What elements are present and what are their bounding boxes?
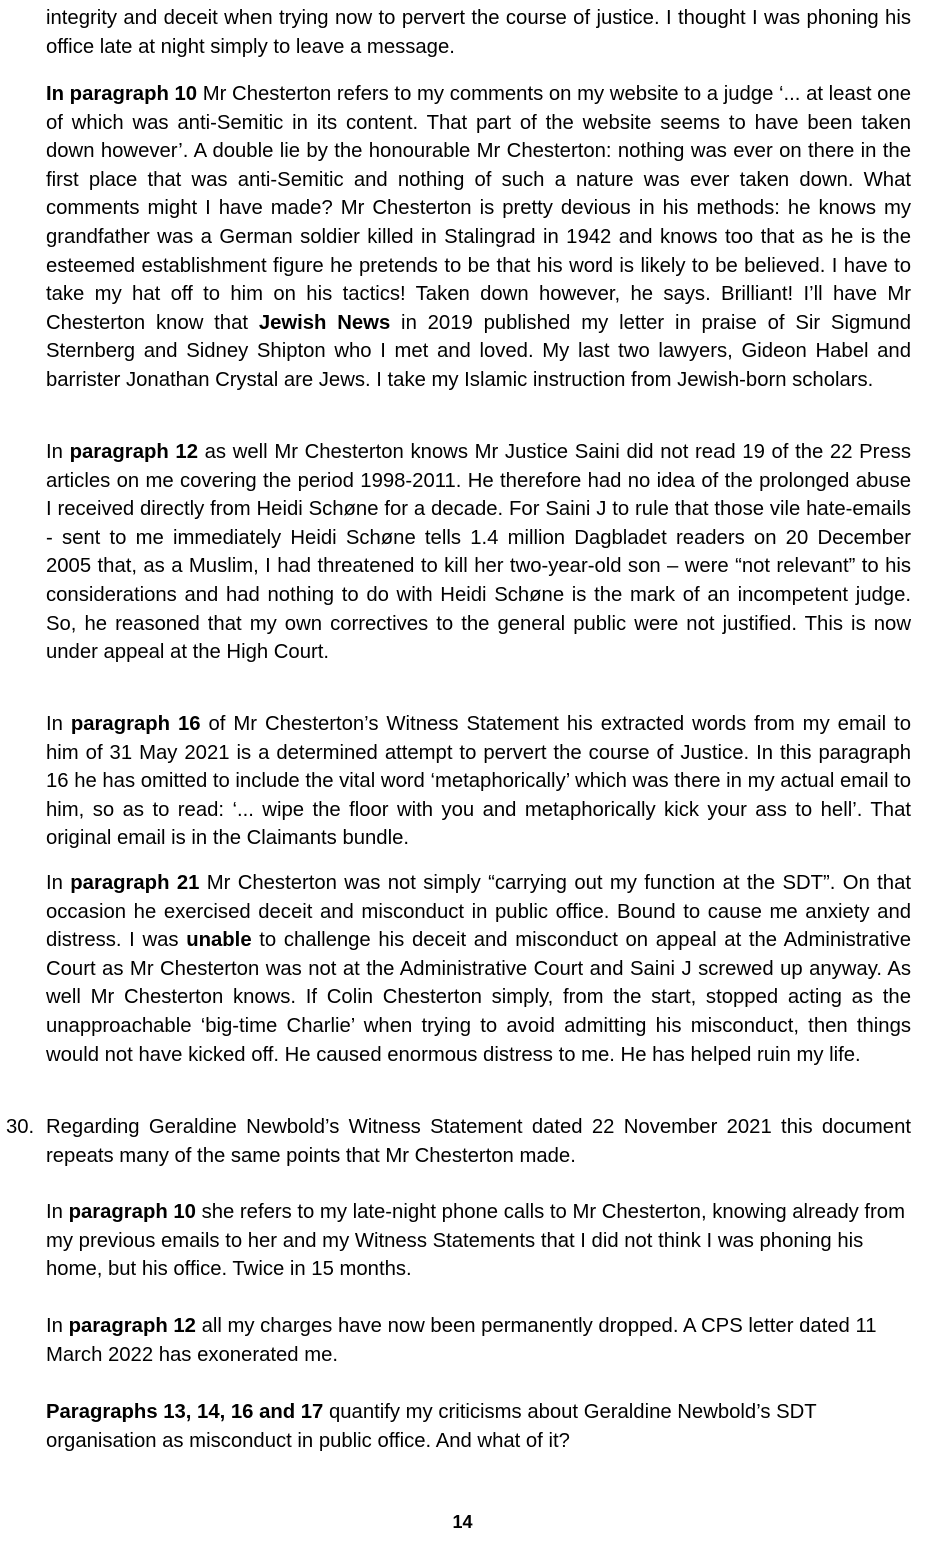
paragraph-text: she refers to my late-night phone calls to Mr Chesterton, knowing already from my previous emails to her and my Witness Statements that I did not think I was phoning his home, but his office. Twice in 15 months.	[46, 1201, 905, 1281]
paragraph-text: in 2019 published my letter in praise of Sir Sigmund Sternberg and Sidney Shipton who I met and loved. My last two lawyers, Gideon Habel and barrister Jonathan Crystal are Jews. I take my Islamic instruction from Jewish-born scholars.	[46, 311, 911, 391]
paragraph-reference: paragraph 12	[68, 1315, 196, 1337]
paragraph-newbold-intro	[46, 1113, 911, 1170]
paragraph-reference: In paragraph 10	[46, 83, 198, 105]
paragraph-text: of Mr Chesterton’s Witness Statement his extracted words from my email to him of 31 May 2021 is a determined attempt to pervert the course of Justice. In this paragraph 16 he has omitted to include the vital word ‘metaphorically’ which was there in my actual email to him, so as to read: ‘... wipe the floor with you and metaphorically kick your ass to hell’. That original email is in the Claimants bundle.	[46, 713, 912, 850]
paragraph-reference: paragraph 16	[70, 713, 201, 735]
paragraph-text: Mr Chesterton refers to my comments on my website to a judge ‘... at least one of which was anti-Semitic in its content. That part of the website seems to have been taken down however’. A double lie by the honourable Mr Chesterton: nothing was ever on there in the first place that was anti-Semitic and nothing of such a nature was ever taken down. What comments might I have made? Mr Chesterton is pretty devious in his methods: he knows my grandfather was a German soldier killed in Stalingrad in 1942 and knows too that as he is the esteemed establishment figure he pretends to be that his word is likely to be believed. I have to take my hat off to him on his tactics! Taken down however, he says. Brilliant! I’ll have Mr Chesterton know that	[46, 83, 912, 334]
paragraph-continuation	[46, 4, 911, 61]
emphasis-text: unable	[186, 929, 252, 952]
paragraph-newbold-para-10	[46, 1198, 911, 1284]
paragraph-chesterton-para-12	[46, 438, 911, 667]
paragraph-text: In	[46, 1201, 69, 1223]
paragraph-reference: paragraph 12	[69, 441, 198, 463]
paragraph-text: all my charges have now been permanently dropped. A CPS letter dated 11 March 2022 has exonerated me.	[46, 1315, 877, 1366]
paragraph-number: 30.	[6, 1116, 35, 1138]
page-number: 14	[452, 1512, 473, 1532]
publication-name: Jewish News	[258, 311, 391, 334]
paragraph-text: Mr Chesterton was not simply “carrying out my function at the SDT”. On that occasion he exercised deceit and misconduct in public office. Bound to cause me anxiety and distress. I was	[46, 872, 911, 952]
paragraph-text: Regarding Geraldine Newbold’s Witness Statement dated 22 November 2021 this document repeats many of the same points that Mr Chesterton made.	[46, 1116, 911, 1167]
paragraph-text: In	[46, 1315, 69, 1337]
paragraph-text: to challenge his deceit and misconduct on appeal at the Administrative Court as Mr Chesterton was not at the Administrative Court and Saini J screwed up anyway. As well Mr Chesterton knows. If Colin Chesterton simply, from the start, stopped acting as the unapproachable ‘big-time Charlie’ when trying to avoid admitting his misconduct, then things would not have kicked off. He caused enormous distress to me. He has helped ruin my life.	[46, 929, 911, 1066]
paragraph-text: In	[46, 872, 71, 894]
paragraph-chesterton-para-16	[46, 710, 911, 853]
paragraph-reference: paragraph 10	[68, 1201, 196, 1223]
paragraph-chesterton-para-21	[46, 869, 911, 1069]
paragraph-chesterton-para-10	[46, 80, 911, 395]
paragraph-text: quantify my criticisms about Geraldine Newbold’s SDT organisation as misconduct in public office. And what of it?	[46, 1401, 817, 1452]
paragraph-newbold-paras-13-17	[46, 1398, 911, 1455]
paragraph-text: integrity and deceit when trying now to pervert the course of justice. I thought I was phoning his office late at night simply to leave a message.	[46, 7, 911, 58]
paragraph-text: In	[46, 441, 70, 463]
paragraph-text: In	[46, 713, 71, 735]
paragraph-text: as well Mr Chesterton knows Mr Justice Saini did not read 19 of the 22 Press articles on me covering the period 1998-2011. He therefore had no idea of the prolonged abuse I received directly from Heidi Schøne for a decade. For Saini J to rule that those vile hate-emails - sent to me immediately Heidi Schøne tells 1.4 million Dagbladet readers on 20 December 2005 that, as a Muslim, I had threatened to kill her two-year-old son – were “not relevant” to his considerations and had nothing to do with Heidi Schøne is the mark of an incompetent judge. So, he reasoned that my own correctives to the general public were not justified. This is now under appeal at the High Court.	[46, 441, 911, 664]
paragraph-reference: paragraph 21	[70, 872, 200, 894]
paragraph-reference: Paragraphs 13, 14, 16 and 17	[46, 1401, 324, 1423]
paragraph-newbold-para-12	[46, 1312, 911, 1369]
